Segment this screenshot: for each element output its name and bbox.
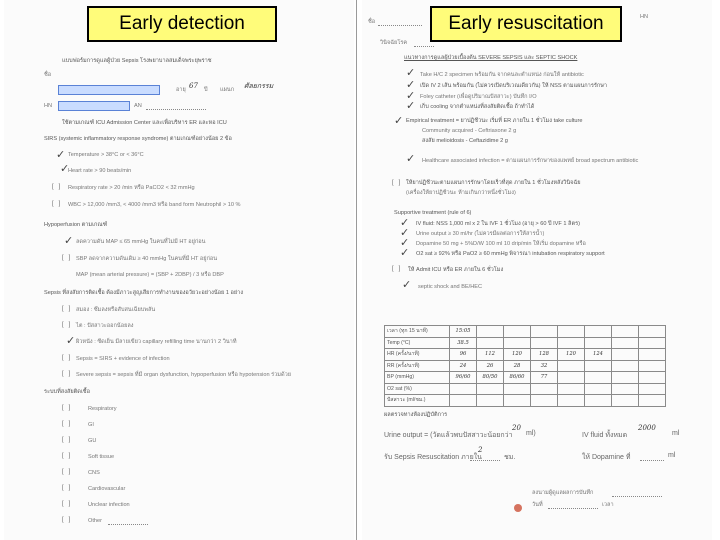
table-cell [585,383,612,395]
septic-shock-note: septic shock and BE/HEC [418,284,483,290]
check-icon: ✓ [400,217,410,229]
table-cell [612,326,639,338]
name-label: ชื่อ [368,19,376,25]
supportive-heading: Supportive treatment (rule of 6) [394,210,472,216]
step-culture: เก็บ cooling จากตำแหน่งที่สงสัยติดเชื้อ ถ้าทำได้ [420,104,535,110]
row-label: ปัสสาวะ (ml/ชม.) [385,395,450,407]
sirs-wbc: WBC > 12,000 /mm3, < 4000 /mm3 หรือ band form Neutrophil > 10 % [68,202,241,208]
table-cell [504,383,531,395]
table-cell: 32 [531,360,558,372]
dopamine-line [640,460,664,461]
table-cell: 120 [504,349,531,361]
checkbox-icon[interactable]: [ ] [62,255,71,261]
dopamine-label: ให้ Dopamine ที่ [582,454,631,461]
table-cell [639,383,666,395]
early-resuscitation-form [362,0,712,540]
handwritten-fluid: 2000 [638,424,656,432]
row-label: RR (ครั้ง/นาที) [385,360,450,372]
table-cell [558,360,585,372]
table-cell [558,395,585,407]
table-cell [639,337,666,349]
table-cell [639,372,666,384]
date-label: วันที่ [532,502,543,508]
hypoperfusion-heading: Hypoperfusion ตามเกณฑ์ [44,222,108,228]
redacted-hn [58,101,130,111]
table-cell [639,349,666,361]
support-iv-fluid: IV fluid: NSS 1,000 ml x 2 ใน IVF 1 ชั่วโมง (อายุ > 60 ปี IVF 1 ลิตร) [416,221,580,227]
checkbox-icon[interactable]: [ ] [62,322,71,328]
urine-unit: ml) [526,430,536,437]
row-label: HR (ครั้ง/นาที) [385,349,450,361]
severe-sepsis-definition: Severe sepsis = sepsis ที่มี organ dysfunction, hypoperfusion หรือ hypotension ร่วมด้วย [76,372,292,378]
check-icon: ✓ [406,153,416,165]
table-cell: 96/60 [450,372,477,384]
table-row [385,395,666,407]
checkbox-icon[interactable]: [ ] [62,421,71,427]
table-row [385,337,666,349]
table-cell: 26 [477,360,504,372]
hn-label: HN [640,14,649,20]
empirical-treatment: Empirical treatment = ยาปฏิชีวนะ เริ่มที่ ER ภายใน 1 ชั่วโมง take culture [406,118,583,124]
table-cell: 24 [450,360,477,372]
checkbox-icon[interactable]: [ ] [62,453,71,459]
redacted-name [58,85,160,95]
table-cell [639,395,666,407]
support-oxygen: O2 sat ≥ 92% หรือ PaO2 ≥ 60 mmHg พิจารณา intubation respiratory support [416,251,605,257]
other-line [108,524,148,525]
urine-output-label: Urine output = (วัดแล้วพบปัสสาวะน้อยกว่า [384,432,513,439]
melioidosis: สงสัย melioidosis - Ceftazidime 2 g [422,138,508,144]
hypo-sbp: SBP ลดจากความดันเดิม ≥ 40 mmHg ในคนที่มี HT อยู่ก่อน [76,256,218,262]
system-other: Other [88,518,102,524]
table-cell [558,372,585,384]
check-icon: ✓ [64,235,74,247]
hn-label: HN [44,103,53,109]
diagnosis-line [414,46,434,47]
check-icon: ✓ [400,237,410,249]
checkbox-icon[interactable]: [ ] [62,371,71,377]
antibiotic-timing: ให้ยาปฏิชีวนะตามแผนการรักษาโดยเร็วที่สุด ภายใน 1 ชั่วโมงหลังวินิจฉัย [406,180,581,186]
table-cell: 96 [450,349,477,361]
community-acquired: Community acquired - Ceftriaxone 2 g [422,128,517,134]
signature-line [612,496,662,497]
table-cell [585,326,612,338]
table-cell: 128 [531,349,558,361]
check-icon: ✓ [66,335,76,347]
check-icon: ✓ [56,149,66,161]
table-cell: 80/50 [477,372,504,384]
dopamine-unit: ml [668,452,676,459]
checkbox-icon[interactable]: [ ] [62,355,71,361]
table-cell [612,372,639,384]
sepsis-definition: Sepsis = SIRS + evidence of infection [76,356,170,362]
row-label: Temp (°C) [385,337,450,349]
checkbox-icon[interactable]: [ ] [392,266,401,272]
checkbox-icon[interactable]: [ ] [392,180,401,186]
step-iv-line: เปิด IV 2 เส้น พร้อมกัน (ไม่ควรเปิดบริเวณเดียวกัน) ให้ NSS ตามแผนการรักษา [420,83,608,89]
row-label: เวลา (ทุก 15 นาที) [385,326,450,338]
table-cell [639,360,666,372]
table-cell [531,395,558,407]
table-cell [639,326,666,338]
organ-dysfunction-heading: Sepsis ที่สงสัยการติดเชื้อ ต้องมีภาวะสูญเสียการทำงานของอวัยวะอย่างน้อย 1 อย่าง [44,290,244,296]
table-row [385,383,666,395]
table-cell [585,372,612,384]
date-line [548,508,598,509]
early-detection-form [4,0,354,540]
system-gi: GI [88,422,94,428]
table-cell [477,395,504,407]
sirs-heading: SIRS (systemic inflammatory response syndrome) ตามเกณฑ์อย่างน้อย 2 ข้อ [44,136,232,142]
step-foley: Foley catheter (เพื่อดูปริมาณปัสสาวะ) บันทึก I/O [420,94,537,100]
checkbox-icon[interactable]: [ ] [62,517,71,523]
signature-label: ลงนามผู้ดูแลผลการบันทึก [532,490,594,496]
admission-criteria: ใช้ตามเกณฑ์ ICU Admission Center และเพื่อบริหาร ER และหอ ICU [62,120,227,126]
checkbox-icon[interactable]: [ ] [52,184,61,190]
admit-icu: ให้ Admit ICU หรือ ER ภายใน 6 ชั่วโมง [408,267,504,273]
check-icon: ✓ [400,227,410,239]
table-cell [585,337,612,349]
map-formula: MAP (mean arterial pressure) = (SBP + 2DBP) / 3 หรือ DBP [76,272,224,278]
system-respiratory: Respiratory [88,406,117,412]
row-label: O2 sat (%) [385,383,450,395]
support-dopamine: Dopamine 50 mg + 5%D/W 100 ml 10 drip/min ให้เริ่ม dopamine หรือ [416,241,586,247]
table-cell: 124 [585,349,612,361]
an-label: AN [134,103,142,109]
table-cell [612,337,639,349]
system-gu: GU [88,438,97,444]
row-label: BP (mmHg) [385,372,450,384]
healthcare-associated: Healthcare associated infection = ตามแผนการรักษาของแพทย์ broad spectrum antibiotic [422,158,639,164]
table-cell [585,395,612,407]
title-early-resuscitation: Early resuscitation [430,6,622,42]
sirs-hr: Heart rate > 90 beats/min [68,168,132,174]
check-icon: ✓ [406,100,416,112]
table-cell [477,326,504,338]
name-line [378,25,422,26]
system-cns: CNS [88,470,100,476]
checkbox-icon[interactable]: [ ] [62,469,71,475]
table-row [385,360,666,372]
check-icon: ✓ [406,67,416,79]
table-cell: 77 [531,372,558,384]
table-cell [450,383,477,395]
guideline-heading: แนวทางการดูแลผู้ป่วยเบื้องต้น SEVERE SEPSIS และ SEPTIC SHOCK [404,55,578,61]
check-icon: ✓ [402,279,412,291]
table-cell: 15:05 [450,326,477,338]
table-cell: 38.5 [450,337,477,349]
check-icon: ✓ [406,79,416,91]
checkbox-icon[interactable]: [ ] [52,201,61,207]
check-icon: ✓ [60,163,70,175]
table-row [385,372,666,384]
check-icon: ✓ [406,90,416,102]
organ-brain: สมอง : ซึมลงหรือสับสนเฉียบพลัน [76,307,156,313]
sirs-rr: Respiratory rate > 20 /min หรือ PaCO2 < 32 mmHg [68,185,195,191]
handwritten-age: 67 [189,82,198,90]
page-divider [356,0,357,540]
age-label: อายุ [176,87,186,93]
antibiotic-note: (เครื่องให้ยาปฏิชีวนะ ห้ามเกินกว่าหนึ่งชั่วโมง) [406,190,516,196]
organ-kidney: ไต : ปัสสาวะออกน้อยลง [76,323,134,329]
iv-fluid-label: IV fluid ทั้งหมด [582,432,628,439]
time-label: เวลา [602,502,614,508]
diagnosis-label: วินิจฉัยโรค [380,40,408,46]
step-hemoculture: Take H/C 2 specimen พร้อมกัน จากคนละตำแหน่ง ก่อนให้ antibiotic [420,72,584,78]
table-cell [558,326,585,338]
title-early-detection: Early detection [87,6,277,42]
table-cell [477,337,504,349]
vital-signs-table [384,325,666,407]
table-cell [450,395,477,407]
table-cell [531,337,558,349]
table-cell: 28 [504,360,531,372]
system-soft-tissue: Soft tissue [88,454,115,460]
checkbox-icon[interactable]: [ ] [62,405,71,411]
table-cell [558,337,585,349]
table-cell: 86/60 [504,372,531,384]
table-row [385,349,666,361]
check-icon: ✓ [394,115,404,127]
an-line [146,109,206,110]
table-cell [612,383,639,395]
lab-results-label: ผลตรวจทางห้องปฏิบัติการ [384,412,448,418]
fluid-unit: ml [672,430,680,437]
infection-system-heading: ระบบที่สงสัยติดเชื้อ [44,389,90,395]
table-cell [612,360,639,372]
table-cell [504,337,531,349]
stamp-mark [514,504,522,512]
table-cell [531,326,558,338]
table-cell [612,349,639,361]
table-cell [612,395,639,407]
checkbox-icon[interactable]: [ ] [62,485,71,491]
hours-line [470,460,500,461]
hours-unit: ชม. [504,454,516,461]
handwritten-urine: 20 [512,424,521,432]
table-cell: 112 [477,349,504,361]
checkbox-icon[interactable]: [ ] [62,306,71,312]
form-header: แบบฟอร์มการดูแลผู้ป่วย Sepsis โรงพยาบาลสมเด็จพระยุพราช [62,58,212,64]
ward-label: แผนก [220,87,235,93]
table-cell [531,383,558,395]
table-cell [585,360,612,372]
table-cell [504,395,531,407]
system-cardiovascular: Cardiovascular [88,486,126,492]
name-label: ชื่อ [44,72,52,78]
checkbox-icon[interactable]: [ ] [62,501,71,507]
table-cell: 120 [558,349,585,361]
table-cell [558,383,585,395]
table-cell [477,383,504,395]
year-label: ปี [204,87,208,93]
checkbox-icon[interactable]: [ ] [62,437,71,443]
check-icon: ✓ [400,247,410,259]
handwritten-hours: 2 [478,446,483,454]
organ-skin: ผิวหนัง : ซีดเย็น มีลายเขียว capillary refilling time นานกว่า 2 วินาที [76,339,237,345]
hypo-map: ลดความดัน MAP ≤ 65 mmHg ในคนที่ไม่มี HT อยู่ก่อน [76,239,206,245]
table-row [385,326,666,338]
resuscitation-label: รับ Sepsis Resuscitation ภายใน [384,454,482,461]
sirs-temp: Temperature > 38°C or < 36°C [68,152,144,158]
system-unclear: Unclear infection [88,502,130,508]
table-cell [504,326,531,338]
support-urine: Urine output ≥ 30 ml/hr (ไม่ควรมีผลต่อการให้สารน้ำ) [416,231,545,237]
handwritten-ward: ศัลยกรรม [244,82,274,90]
